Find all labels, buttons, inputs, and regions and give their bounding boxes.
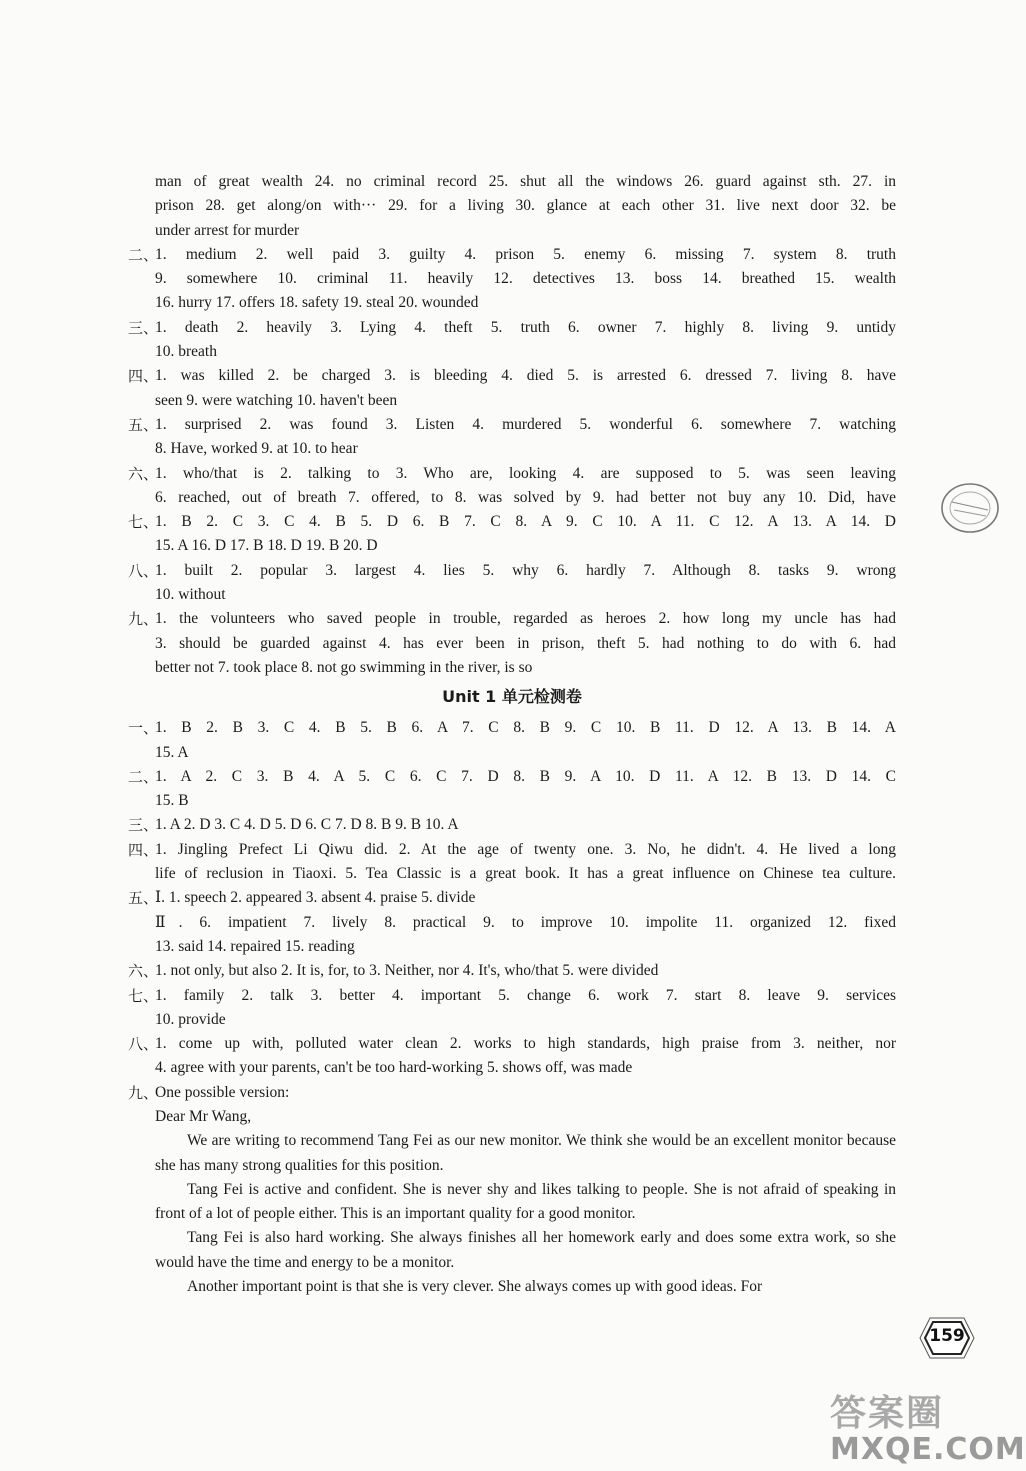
page-number: 159 bbox=[929, 1326, 965, 1346]
section-a7-line-2: 15. A 16. D 17. B 18. D 19. B 20. D bbox=[155, 537, 378, 555]
letter-paragraph: Tang Fei is also hard working. She always finishes all her homework early and does some extra work, so she would have the time and energy to be a monitor. bbox=[155, 1229, 896, 1271]
section-a2-line-3: 16. hurry 17. offers 18. safety 19. steal 20. wounded bbox=[155, 294, 479, 312]
section-b5-line-2: Ⅱ. 6. impatient 7. lively 8. practical 9. to improve 10. impolite 11. organized 12. fixed bbox=[155, 913, 896, 931]
section-a5-line-1: 五、 1. surprised 2. was found 3. Listen 4. murdered 5. wonderful 6. somewhere 7. watching bbox=[128, 415, 896, 434]
section-b7-line-1: 七、 1. family 2. talk 3. better 4. important 5. change 6. work 7. start 8. leave 9. services bbox=[128, 986, 896, 1005]
letter-paragraph: Another important point is that she is very clever. She always comes up with good ideas. For bbox=[187, 1278, 763, 1296]
continuation-line-1: man of great wealth 24. no criminal record 25. shut all the windows 26. guard against sth. 27. in bbox=[155, 173, 896, 190]
section-a4-line-2: seen 9. were watching 10. haven't been bbox=[155, 391, 398, 409]
letter-paragraph: We are writing to recommend Tang Fei as our new monitor. We think she would be an excellent monitor because she has many strong qualities for this position. bbox=[155, 1132, 896, 1174]
section-b2-line-2: 15. B bbox=[155, 792, 189, 810]
answer-content bbox=[128, 170, 896, 1299]
section-b2-line-1: 二、 1. A 2. C 3. B 4. A 5. C 6. C 7. D 8. B 9. A 10. D 11. A 12. B 13. D 14. C bbox=[128, 767, 896, 786]
section-a5-line-2: 8. Have, worked 9. at 10. to hear bbox=[155, 440, 358, 458]
section-a4-line-1: 四、 1. was killed 2. be charged 3. is bleeding 4. died 5. is arrested 6. dressed 7. living 8. have bbox=[128, 367, 896, 386]
watermark-site: MXQE.COM bbox=[830, 1432, 1026, 1467]
section-b4-line-1: 四、 1. Jingling Prefect Li Qiwu did. 2. At the age of twenty one. 3. No, he didn't. 4. He lived a long bbox=[128, 840, 896, 859]
section-b8-line-2: 4. agree with your parents, can't be too hard-working 5. shows off, was made bbox=[155, 1059, 633, 1077]
section-b7-line-2: 10. provide bbox=[155, 1010, 226, 1028]
section-b3-line-1: 三、 1. A 2. D 3. C 4. D 5. D 6. C 7. D 8. B 9. B 10. A bbox=[128, 816, 459, 835]
section-a9-line-1: 九、 1. the volunteers who saved people in trouble, regarded as heroes 2. how long my uncle has had bbox=[128, 610, 896, 629]
section-b8-line-1: 八、 1. come up with, polluted water clean 2. works to high standards, high praise from 3. neither, nor bbox=[128, 1035, 896, 1054]
section-b1-line-1: 一、 1. B 2. B 3. C 4. B 5. B 6. A 7. C 8. B 9. C 10. B 11. D 12. A 13. B 14. A bbox=[128, 719, 896, 738]
continuation-line-2: prison 28. get along/on with··· 29. for a living 30. glance at each other 31. live next door 32. be bbox=[155, 197, 896, 215]
section-b5-line-1: 五、 Ⅰ. 1. speech 2. appeared 3. absent 4. praise 5. divide bbox=[128, 889, 476, 908]
section-b4-line-2: life of reclusion in Tiaoxi. 5. Tea Classic is a great book. It has a great influence on Chinese tea culture. bbox=[155, 865, 896, 883]
section-b1-line-2: 15. A bbox=[155, 743, 189, 761]
section-a3-line-2: 10. breath bbox=[155, 343, 217, 361]
section-a2-line-1: 二、 1. medium 2. well paid 3. guilty 4. prison 5. enemy 6. missing 7. system 8. truth bbox=[128, 245, 896, 264]
section-b5-line-3: 13. said 14. repaired 15. reading bbox=[155, 937, 355, 955]
section-a7-line-1: 七、 1. B 2. C 3. C 4. B 5. D 6. B 7. C 8. A 9. C 10. A 11. C 12. A 13. A 14. D bbox=[128, 513, 896, 532]
section-b9-line-1: 九、 One possible version: bbox=[128, 1083, 290, 1102]
section-a2-line-2: 9. somewhere 10. criminal 11. heavily 12. detectives 13. boss 14. breathed 15. wealth bbox=[155, 270, 896, 288]
section-a6-line-1: 六、 1. who/that is 2. talking to 3. Who are, looking 4. are supposed to 5. was seen leaving bbox=[128, 464, 896, 483]
letter-greeting: Dear Mr Wang, bbox=[155, 1107, 252, 1125]
unit-test-heading: Unit 1 单元检测卷 bbox=[442, 687, 582, 707]
section-a8-line-2: 10. without bbox=[155, 586, 226, 604]
section-a8-line-1: 八、 1. built 2. popular 3. largest 4. lies 5. why 6. hardly 7. Although 8. tasks 9. wrong bbox=[128, 561, 896, 580]
letter-paragraph: Tang Fei is active and confident. She is never shy and likes talking to people. She is not afraid of speaking in front of a lot of people either. This is an important quality for a good monitor. bbox=[155, 1180, 896, 1223]
continuation-line-3: under arrest for murder bbox=[155, 221, 300, 239]
section-a3-line-1: 三、 1. death 2. heavily 3. Lying 4. theft 5. truth 6. owner 7. highly 8. living 9. untidy bbox=[128, 318, 896, 337]
page-number-badge bbox=[919, 1316, 975, 1360]
section-a9-line-3: better not 7. took place 8. not go swimming in the river, is so bbox=[155, 658, 533, 676]
section-a6-line-2: 6. reached, out of breath 7. offered, to 8. was solved by 9. had better not buy any 10. Did, have bbox=[155, 488, 896, 506]
section-b6-line-1: 六、 1. not only, but also 2. It is, for, to 3. Neither, nor 4. It's, who/that 5. were divided bbox=[128, 962, 659, 981]
side-stamp-icon bbox=[936, 480, 1000, 536]
section-a9-line-2: 3. should be guarded against 4. has ever been in prison, theft 5. had nothing to do with 6. had bbox=[155, 634, 896, 652]
watermark-logo: 答案圈 bbox=[830, 1393, 945, 1434]
